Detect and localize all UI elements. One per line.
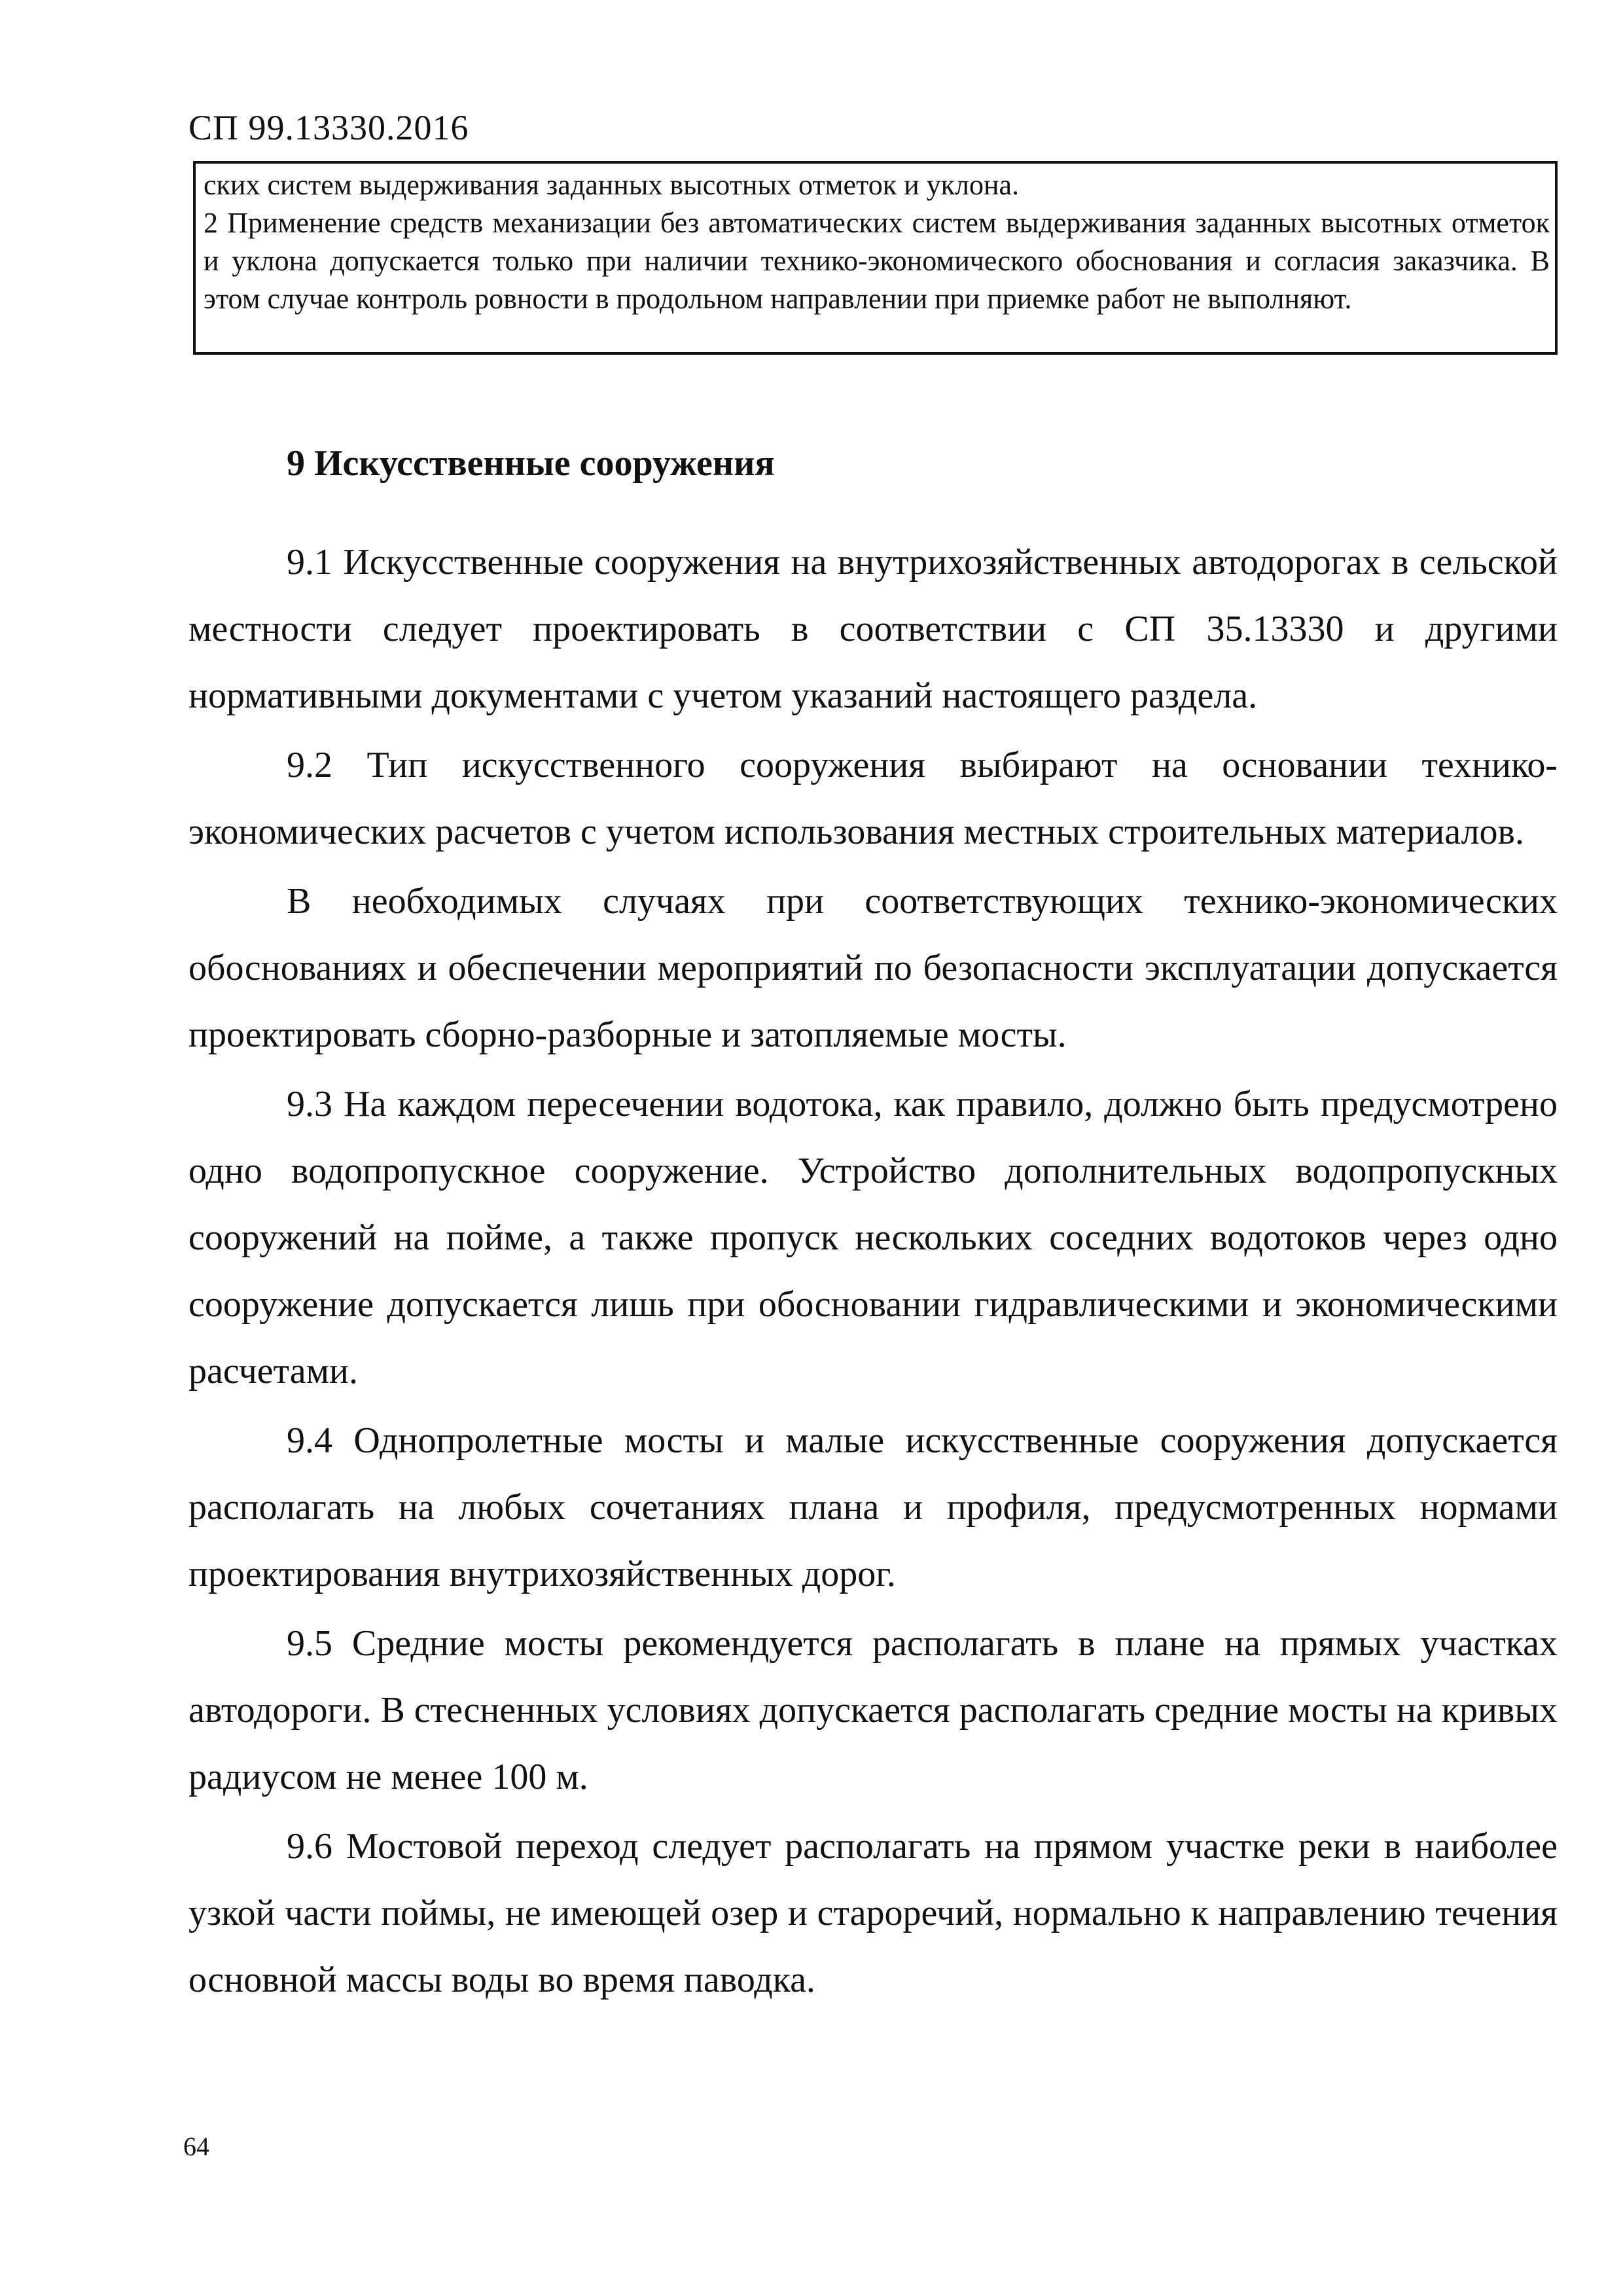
paragraph-9-2: 9.2 Тип искусственного сооружения выбирают на основании технико-экономических расчетов с учетом использования местных строительных материалов. xyxy=(188,745,1558,852)
paragraph-9-1: 9.1 Искусственные сооружения на внутрихозяйственных автодорогах в сельской местности следует проектировать в соответствии с СП 35.13330 и другими нормативными документами с учетом указаний настоящего раздела. xyxy=(188,542,1558,716)
page-number: 64 xyxy=(183,2132,209,2161)
note-line-1: ских систем выдерживания заданных высотных отметок и уклона. xyxy=(204,169,1020,201)
document-code-header: СП 99.13330.2016 xyxy=(188,108,469,147)
paragraph-9-4: 9.4 Однопролетные мосты и малые искусственные сооружения допускается располагать на любых сочетаниях плана и профиля, предусмотренных нормами проектирования внутрихозяйственных дорог. xyxy=(188,1420,1558,1594)
paragraph-9-3: 9.3 На каждом пересечении водотока, как правило, должно быть предусмотрено одно водопропускное сооружение. Устройство дополнительных водопропускных сооружений на пойме, а также пропуск нескольких соседних водотоков через одно сооружение допускается лишь при обосновании гидравлическими и экономическими расчетами. xyxy=(188,1084,1558,1391)
paragraph-9-5: 9.5 Средние мосты рекомендуется располагать в плане на прямых участках автодороги. В стесненных условиях допускается располагать средние мосты на кривых радиусом не менее 100 м. xyxy=(188,1623,1558,1797)
section-body xyxy=(188,529,1558,2013)
section-title: 9 Искусственные сооружения xyxy=(287,443,775,484)
note-box xyxy=(193,161,1558,355)
paragraph-9-2-continued: В необходимых случаях при соответствующих технико-экономических обоснованиях и обеспечении мероприятий по безопасности эксплуатации допускается проектировать сборно-разборные и затопляемые мосты. xyxy=(188,881,1558,1055)
note-paragraph-2: 2 Применение средств механизации без автоматических систем выдерживания заданных высотных отметок и уклона допускается только при наличии технико-экономического обоснования и согласия заказчика. В этом случае контроль ровности в продольном направлении при приемке работ не выполняют. xyxy=(204,207,1550,315)
paragraph-9-6: 9.6 Мостовой переход следует располагать на прямом участке реки в наиболее узкой части поймы, не имеющей озер и староречий, нормально к направлению течения основной массы воды во время паводка. xyxy=(188,1826,1558,2000)
